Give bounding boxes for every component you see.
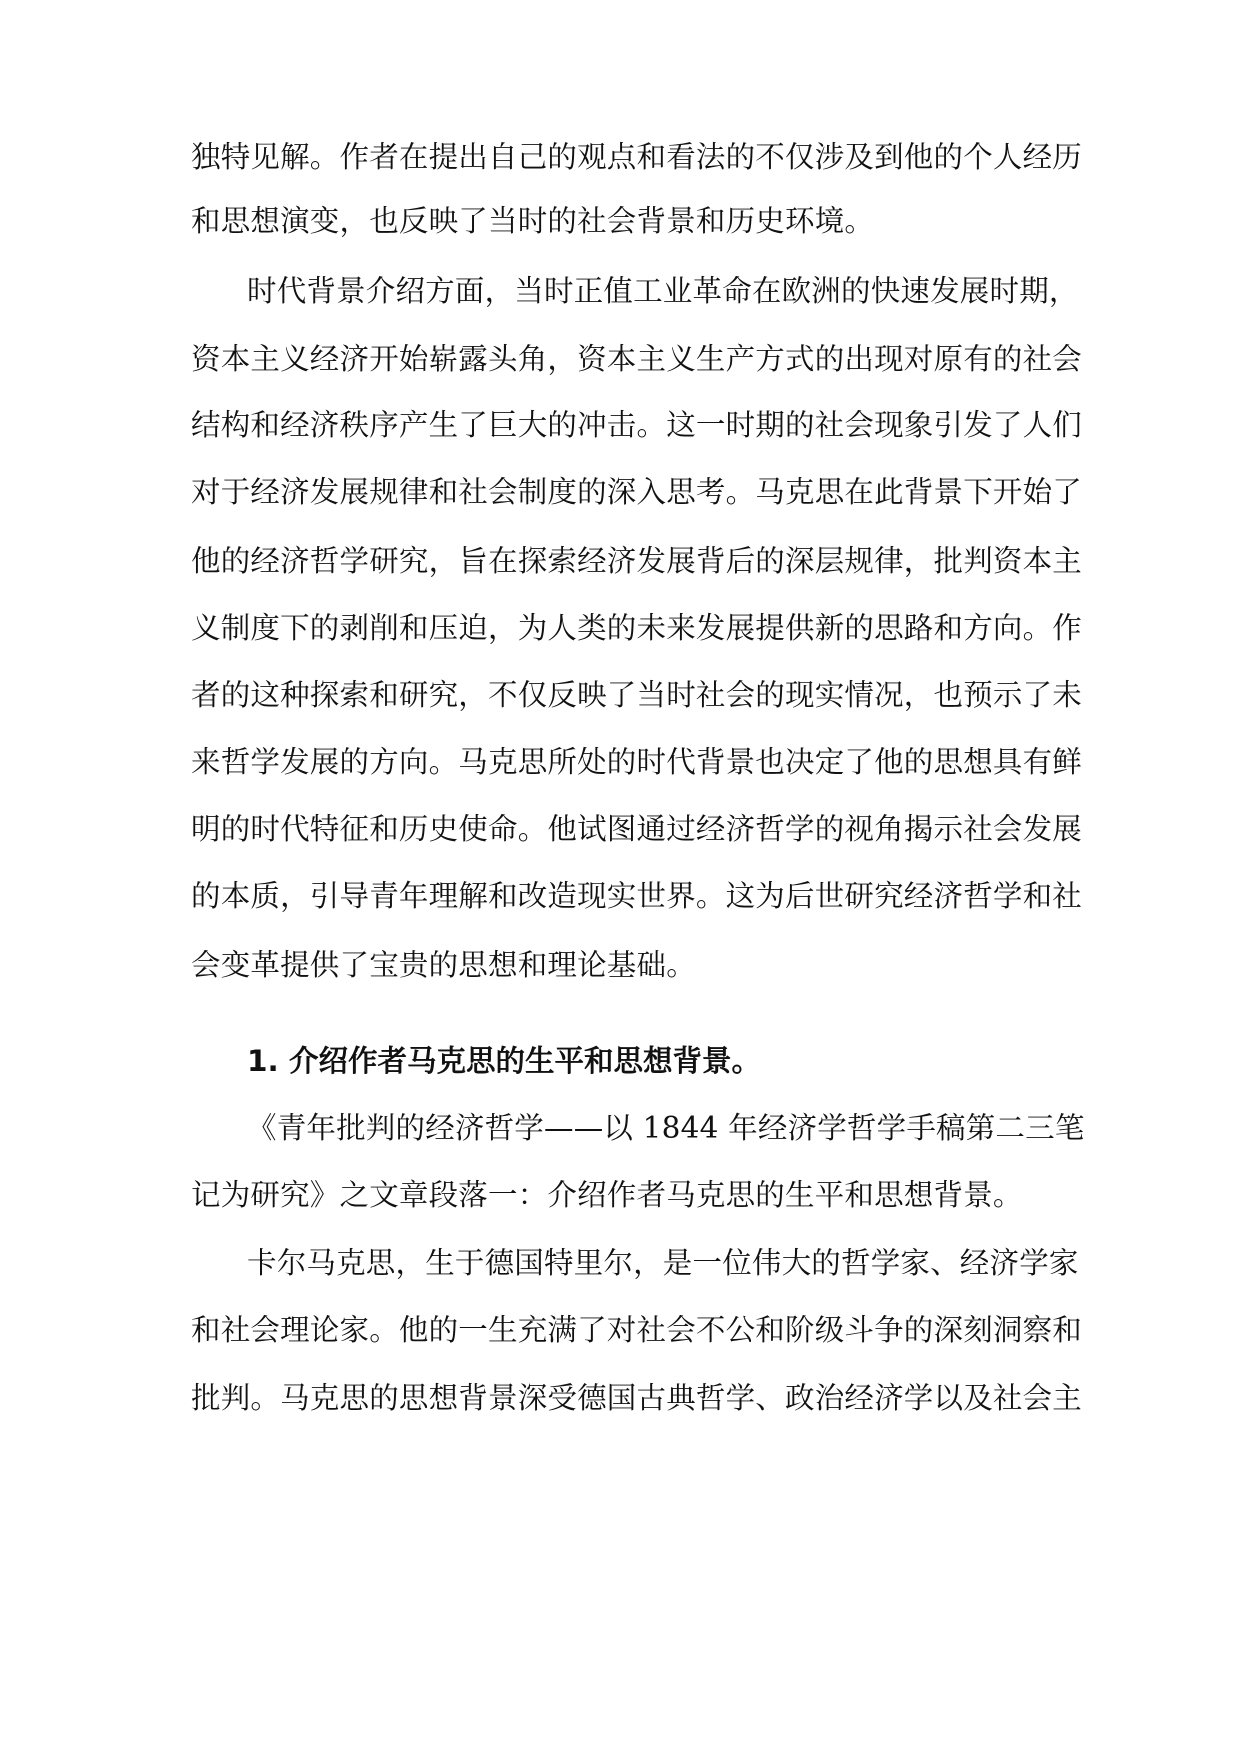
text-line: 时代背景介绍方面，当时正值工业革命在欧洲的快速发展时期， (247, 274, 1079, 308)
text-line: 的本质，引导青年理解和改造现实世界。这为后世研究经济哲学和社 (191, 879, 1083, 913)
text-line: 独特见解。作者在提出自己的观点和看法的不仅涉及到他的个人经历 (191, 140, 1083, 174)
text-line: 记为研究》之文章段落一：介绍作者马克思的生平和思想背景。 (191, 1178, 1023, 1212)
section-heading (247, 1041, 1071, 1081)
text-line: 和社会理论家。他的一生充满了对社会不公和阶级斗争的深刻洞察和 (191, 1313, 1083, 1347)
text-line: 《青年批判的经济哲学——以 1844 年经济学哲学手稿第二三笔 (247, 1111, 1085, 1145)
text-line: 会变革提供了宝贵的思想和理论基础。 (191, 948, 696, 982)
text-line: 明的时代特征和历史使命。他试图通过经济哲学的视角揭示社会发展 (191, 812, 1083, 846)
text-line: 卡尔马克思，生于德国特里尔，是一位伟大的哲学家、经济学家 (247, 1246, 1079, 1280)
text-line: 资本主义经济开始崭露头角，资本主义生产方式的出现对原有的社会 (191, 342, 1083, 376)
section-number: 1. (247, 1044, 279, 1078)
text-line: 和思想演变，也反映了当时的社会背景和历史环境。 (191, 204, 875, 238)
text-line: 者的这种探索和研究，不仅反映了当时社会的现实情况，也预示了未 (191, 678, 1083, 712)
section-title: 介绍作者马克思的生平和思想背景。 (289, 1044, 762, 1078)
text-line: 批判。马克思的思想背景深受德国古典哲学、政治经济学以及社会主 (191, 1381, 1083, 1415)
text-line: 结构和经济秩序产生了巨大的冲击。这一时期的社会现象引发了人们 (191, 408, 1083, 442)
text-line: 他的经济哲学研究，旨在探索经济发展背后的深层规律，批判资本主 (191, 544, 1083, 578)
text-line: 义制度下的剥削和压迫，为人类的未来发展提供新的思路和方向。作 (191, 611, 1083, 645)
text-line: 来哲学发展的方向。马克思所处的时代背景也决定了他的思想具有鲜 (191, 745, 1083, 779)
text-line: 对于经济发展规律和社会制度的深入思考。马克思在此背景下开始了 (191, 475, 1083, 509)
